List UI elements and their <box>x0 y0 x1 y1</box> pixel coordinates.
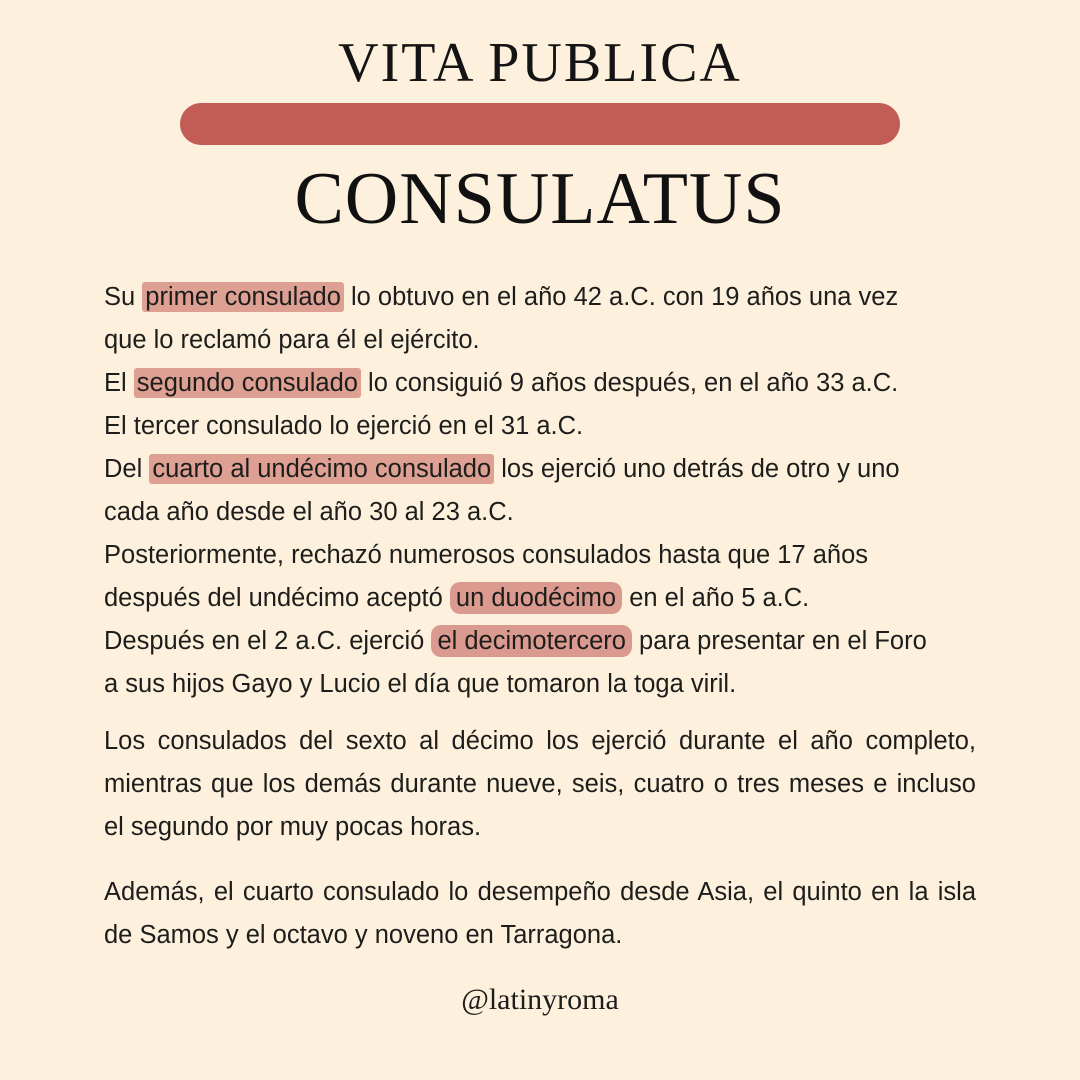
highlight-cuarto-undecimo-consulado: cuarto al undécimo consulado <box>149 454 494 484</box>
body-line-7: Posteriormente, rechazó numerosos consulados hasta que 17 años <box>104 540 869 569</box>
paragraph-block-1 <box>104 276 976 706</box>
body-line-8 <box>104 577 976 620</box>
line-5-pre: Del <box>104 454 150 483</box>
highlight-segundo-consulado: segundo consulado <box>134 368 361 398</box>
line-9-post: para presentar en el Foro <box>631 626 927 655</box>
body-paragraph-3: Además, el cuarto consulado lo desempeño desde Asia, el quinto en la isla de Samos y el octavo y noveno en Tarragona. <box>104 877 976 949</box>
highlight-un-duodecimo: un duodécimo <box>450 582 622 614</box>
divider-wrap <box>0 103 1080 145</box>
body-line-9 <box>104 620 976 663</box>
title-block <box>0 0 1080 242</box>
page-kicker: VITA PUBLICA <box>338 32 742 94</box>
line-1-pre: Su <box>104 282 143 311</box>
body-paragraph-2: Los consulados del sexto al décimo los ejerció durante el año completo, mientras que los demás durante nueve, seis, cuatro o tres meses e incluso el segundo por muy pocas horas. <box>104 726 976 841</box>
line-8-pre: después del undécimo aceptó <box>104 583 450 612</box>
body-line-3 <box>104 362 976 405</box>
body-line-1 <box>104 276 976 319</box>
body-line-6: cada año desde el año 30 al 23 a.C. <box>104 497 514 526</box>
body-content <box>104 276 976 1017</box>
highlight-el-decimotercero: el decimotercero <box>431 625 632 657</box>
block-spacer <box>104 706 976 720</box>
body-line-4: El tercer consulado lo ejerció en el 31 a.C. <box>104 411 584 440</box>
line-5-post: los ejerció uno detrás de otro y uno <box>494 454 900 483</box>
line-9-pre: Después en el 2 a.C. ejerció <box>104 626 432 655</box>
body-line-2: que lo reclamó para él el ejército. <box>104 325 480 354</box>
body-line-10: a sus hijos Gayo y Lucio el día que tomaron la toga viril. <box>104 669 737 698</box>
divider-bar <box>180 103 900 145</box>
line-8-post: en el año 5 a.C. <box>622 583 810 612</box>
body-line-5 <box>104 448 976 491</box>
account-handle: @latinyroma <box>461 982 619 1016</box>
highlight-primer-consulado: primer consulado <box>142 282 344 312</box>
line-1-post: lo obtuvo en el año 42 a.C. con 19 años una vez <box>343 282 899 311</box>
line-3-post: lo consiguió 9 años después, en el año 33 a.C. <box>360 368 899 397</box>
page-title: CONSULATUS <box>294 157 786 240</box>
line-3-pre: El <box>104 368 134 397</box>
